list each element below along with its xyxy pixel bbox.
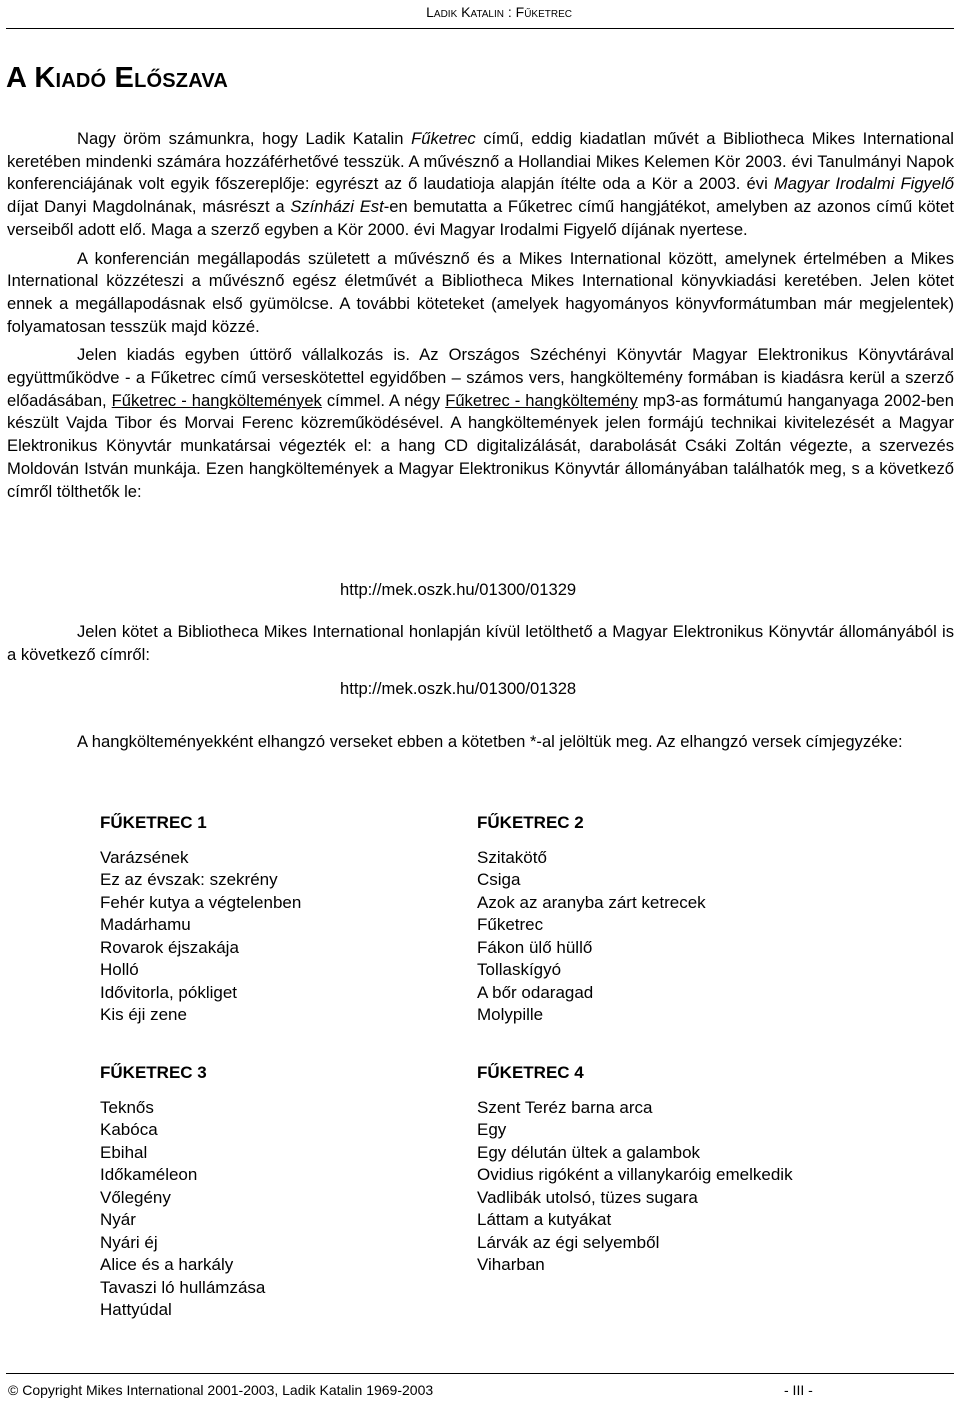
list-item: Molypille bbox=[477, 1005, 544, 1024]
paragraph-2: A konferencián megállapodás született a művésznő és a Mikes International között, amelynek értelmében a Mikes International közzéteszi a művésznő egész életművét a Bibliotheca Mikes International könyvkiadási keretében. Jelen kötet ennek a megállapodásnak első gyümölcse. A további köteteket (amelyek hagyományos könyvformátumban már megjelentek) folyamatosan tesszük majd közzé. bbox=[7, 248, 954, 336]
list-item: Időkaméleon bbox=[100, 1165, 198, 1184]
list-item: Hattyúdal bbox=[100, 1300, 172, 1319]
p3-text-c: mp3-as formátumú hanganyaga 2002-ben készült Vajda Tibor és Morvai Ferenc közreműködésével. A hangköltemények jelen formájú technikai kivitelezését a Magyar Elektronikus Könyvtár munkatársai végezték el: a hang CD digitalizálását, darabolását Csáki Zoltán végezte, a szervezés Moldován István munkája. Ezen hangköltemények a Magyar Elektronikus Könyvtár állományában találhatók meg, s a következő címről tölthetők le: bbox=[7, 390, 955, 501]
list-item: Tavaszi ló hullámzása bbox=[100, 1277, 266, 1297]
list-item: Azok az aranyba zárt ketrecek bbox=[477, 892, 706, 912]
list-fuketrec-1 bbox=[100, 812, 301, 1027]
list-item: A bőr odaragad bbox=[477, 982, 594, 1002]
list-item: Lárvák az égi selyemből bbox=[477, 1232, 660, 1252]
list-item: Teknős bbox=[100, 1097, 154, 1117]
footer-divider bbox=[6, 1373, 954, 1374]
list-fuketrec-2 bbox=[477, 812, 706, 1027]
p1-text-g: -en bemutatta a Fűketrec című hangjátékot, amelyben az azonos című kötet verseiből adott elő. Maga a szerző egyben a Kör 2000. évi Magyar Irodalmi Figyelő díjának nyertese. bbox=[7, 197, 954, 239]
list-item: Varázsének bbox=[100, 847, 189, 867]
list-item: Ovidius rigóként a villanykaróig emelkedik bbox=[477, 1165, 793, 1184]
list-item: Rovarok éjszakája bbox=[100, 937, 239, 957]
body-text-3 bbox=[7, 731, 954, 760]
link-hangkoltemenyek[interactable]: Fűketrec - hangköltemények bbox=[111, 390, 322, 410]
list-items bbox=[100, 847, 301, 1027]
list-item: Vőlegény bbox=[100, 1187, 171, 1207]
header-divider bbox=[6, 28, 954, 29]
list-items bbox=[477, 1097, 793, 1277]
list-item: Kabóca bbox=[100, 1120, 158, 1139]
list-item: Csiga bbox=[477, 870, 521, 889]
list-item: Fehér kutya a végtelenben bbox=[100, 892, 302, 912]
list-item: Kis éji zene bbox=[100, 1005, 187, 1024]
footer-page-number: - III - bbox=[784, 1382, 813, 1398]
list-item: Fűketrec bbox=[477, 915, 544, 934]
list-item: Szent Teréz barna arca bbox=[477, 1097, 653, 1117]
url-1328[interactable]: http://mek.oszk.hu/01300/01328 bbox=[340, 679, 577, 698]
paragraph-3 bbox=[7, 344, 954, 503]
list-item: Alice és a harkály bbox=[100, 1255, 234, 1274]
p1-title-mif: Magyar Irodalmi Figyelő bbox=[773, 174, 954, 194]
p1-text-a: Nagy öröm számunkra, hogy Ladik Katalin bbox=[77, 129, 412, 148]
p1-title-szinhazi-est: Színházi Est bbox=[290, 197, 384, 217]
list-heading: FŰKETREC 2 bbox=[477, 813, 584, 832]
body-text-2 bbox=[7, 621, 954, 672]
p1-text-c: című, eddig kiadatlan művét a Bibliotheca Mikes International keretében mindenki számára hozzáférhetővé tesszük. A művésznő a Hollandiai Mikes Kelemen Kör 2003. évi Tanulmányi Napok konferenciájának volt egyik főszereplője: egyrészt az ő laudatioja alapján ítélte oda a Kör a 2003. évi bbox=[7, 129, 954, 194]
list-item: Idővitorla, pókliget bbox=[100, 982, 238, 1002]
list-item: Láttam a kutyákat bbox=[477, 1210, 612, 1229]
url-1329[interactable]: http://mek.oszk.hu/01300/01329 bbox=[340, 580, 577, 599]
paragraph-4: Jelen kötet a Bibliotheca Mikes International honlapján kívül letölthető a Magyar Elektronikus Könyvtár állományából is a következő címről: bbox=[7, 622, 954, 664]
p3-text-b: címmel. A négy bbox=[321, 390, 446, 410]
list-heading: FŰKETREC 1 bbox=[100, 813, 207, 832]
list-fuketrec-3 bbox=[100, 1062, 265, 1322]
list-item: Nyár bbox=[100, 1210, 136, 1229]
running-header bbox=[426, 4, 572, 20]
list-item: Egy délután ültek a galambok bbox=[477, 1142, 701, 1162]
footer-copyright: © Copyright Mikes International 2001-2003, Ladik Katalin 1969-2003 bbox=[8, 1382, 434, 1398]
list-item: Viharban bbox=[477, 1255, 545, 1274]
list-item: Fákon ülő hüllő bbox=[477, 937, 593, 957]
list-items bbox=[100, 1097, 265, 1322]
list-item: Ebihal bbox=[100, 1142, 148, 1162]
p3-text-a: Jelen kiadás egyben úttörő vállalkozás is. Az Országos Széchényi Könyvtár Magyar Elektronikus Könyvtárával együttműködve - a Fűketrec című verseskötettel egyidőben – számos vers, hangköltemény formában is kiadásra kerül a szerző előadásában, bbox=[7, 345, 954, 410]
p1-title-fuketrec: Fűketrec bbox=[411, 129, 476, 148]
paragraph-1 bbox=[7, 128, 954, 242]
list-item: Ez az évszak: szekrény bbox=[100, 870, 278, 889]
list-item: Egy bbox=[477, 1120, 507, 1139]
list-item: Vadlibák utolsó, tüzes sugara bbox=[477, 1187, 698, 1207]
list-fuketrec-4 bbox=[477, 1062, 793, 1277]
list-item: Tollaskígyó bbox=[477, 960, 562, 979]
list-heading: FŰKETREC 3 bbox=[100, 1063, 207, 1082]
list-items bbox=[477, 847, 706, 1027]
list-item: Madárhamu bbox=[100, 915, 191, 934]
list-item: Szitakötő bbox=[477, 847, 547, 867]
body-text bbox=[7, 128, 954, 509]
running-title: Ladik Katalin : Fűketrec bbox=[426, 4, 572, 20]
link-hangkoltemeny[interactable]: Fűketrec - hangköltemény bbox=[445, 390, 638, 410]
page-title: A Kiadó Előszava bbox=[6, 62, 229, 94]
list-heading: FŰKETREC 4 bbox=[477, 1063, 584, 1082]
paragraph-5: A hangkölteményekként elhangzó verseket ebben a kötetben *-al jelöltük meg. Az elhangzó versek címjegyzéke: bbox=[77, 732, 903, 751]
list-item: Holló bbox=[100, 960, 139, 979]
list-item: Nyári éj bbox=[100, 1232, 158, 1252]
p1-text-e: díjat Danyi Magdolnának, másrészt a bbox=[7, 197, 291, 217]
